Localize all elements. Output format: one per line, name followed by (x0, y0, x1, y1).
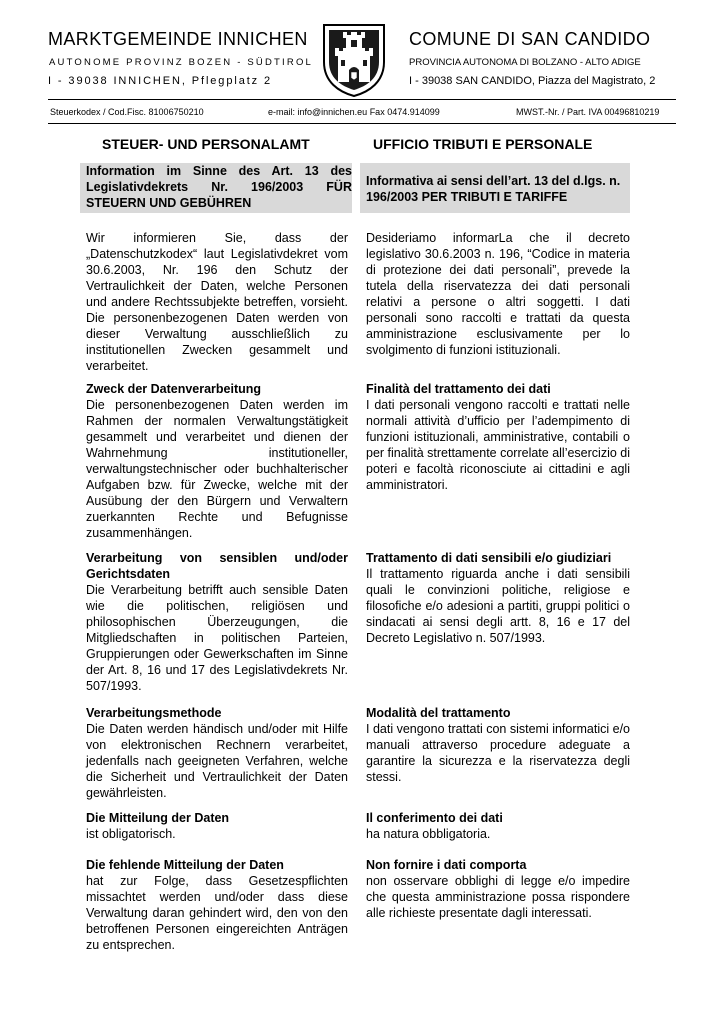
method-text-it: I dati vengono trattati con sistemi informatici e/o manuali attraverso procedure adeguate a garantire la sicurezza e la riservatezza degli stessi. (366, 722, 631, 784)
province-subtitle-de: AUTONOME PROVINZ BOZEN - SÜDTIROL (49, 57, 314, 68)
method-de (86, 705, 348, 801)
purpose-title-it: Finalità del trattamento dei dati (366, 382, 551, 396)
municipality-title-de: MARKTGEMEINDE INNICHEN (48, 29, 308, 49)
disclosure-title-de: Die Mitteilung der Daten (86, 811, 230, 825)
municipality-title-it: COMUNE DI SAN CANDIDO (409, 29, 651, 49)
intro-it (366, 230, 630, 358)
missing-text-it: non osservare obblighi di legge e/o impedire che questa amministrazione possa rispondere alle richieste presentate dagli interessati. (366, 874, 630, 920)
department-title-de: STEUER- UND PERSONALAMT (102, 136, 310, 152)
address-it: I - 39038 SAN CANDIDO, Piazza del Magistrato, 2 (409, 75, 656, 87)
province-subtitle-it: PROVINCIA AUTONOMA DI BOLZANO - ALTO ADIGE (409, 57, 641, 68)
missing-text-de: hat zur Folge, dass Gesetzespflichten missachtet werden und/oder dass diese Verwaltung daran gehindert wird, den von den betroffenen Personen eingereichten Anträgen zu entsprechen. (86, 874, 348, 952)
sensitive-de (86, 550, 348, 694)
missing-it (366, 857, 630, 921)
purpose-de (86, 381, 348, 541)
department-title-it: UFFICIO TRIBUTI E PERSONALE (373, 136, 593, 152)
sensitive-title-it: Trattamento di dati sensibili e/o giudiziari (366, 551, 612, 565)
method-title-de: Verarbeitungsmethode (86, 706, 222, 720)
missing-de (86, 857, 348, 953)
disclosure-de (86, 810, 348, 842)
disclosure-it (366, 810, 630, 842)
missing-title-it: Non fornire i dati comporta (366, 858, 527, 872)
purpose-it (366, 381, 630, 493)
notice-box-de (80, 163, 352, 213)
header-divider-top (48, 99, 676, 100)
tax-code: Steuerkodex / Cod.Fisc. 81006750210 (50, 107, 204, 117)
notice-text-de: Information im Sinne des Art. 13 des Legislativdekrets Nr. 196/2003 FÜR STEUERN UND GEBÜHREN (86, 164, 352, 210)
intro-text-it: Desideriamo informarLa che il decreto legislativo 30.6.2003 n. 196, “Codice in materia di protezione dei dati personali”, prevede la tutela della riservatezza dei dati personali relativi a persone o altri soggetti. I dati personali sono raccolti e trattati da questa amministrazione esclusivamente per lo svolgimento di funzioni istituzionali. (366, 231, 630, 357)
address-de: I - 39038 INNICHEN, Pflegplatz 2 (48, 75, 273, 87)
intro-de (86, 230, 348, 374)
sensitive-text-it: Il trattamento riguarda anche i dati sensibili quali le convinzioni politiche, religiose e filosofiche e/o adesioni a partiti, gruppi politici o sindacati ai sensi degli artt. 8, 16 e 17 del Decreto Legislativo n. 507/1993. (366, 567, 630, 645)
notice-box-it (360, 163, 630, 213)
intro-text-de: Wir informieren Sie, dass der „Datenschutzkodex“ laut Legislativdekret vom 30.6.2003, Nr. 196 den Schutz der Vertraulichkeit der Daten, welche Personen und andere Rechtssubjekte betreffen, vorsieht. Die personenbezogenen Daten werden von dieser Verwaltung ausschließlich zu institutionellen Zwecken gesammelt und verarbeitet. (86, 231, 348, 373)
notice-text-it: Informativa ai sensi dell’art. 13 del d.lgs. n. 196/2003 PER TRIBUTI E TARIFFE (366, 174, 621, 204)
header-divider-bottom (48, 123, 676, 124)
method-text-de: Die Daten werden händisch und/oder mit Hilfe von elektronischen Rechnern verarbeitet, jedenfalls nach geeigneten Verfahren, welche die Sicherheit und Vertraulichkeit der Daten gewährleisten. (86, 722, 348, 800)
disclosure-text-it: ha natura obbligatoria. (366, 827, 491, 841)
disclosure-text-de: ist obligatorisch. (86, 827, 176, 841)
sensitive-it (366, 550, 630, 646)
method-title-it: Modalità del trattamento (366, 706, 511, 720)
method-it (366, 705, 630, 785)
sensitive-title-de: Verarbeitung von sensiblen und/oder Gerichtsdaten (86, 551, 348, 581)
sensitive-text-de: Die Verarbeitung betrifft auch sensible Daten wie die politischen, religiösen und philosophischen Überzeugungen, die Mitgliedschaften in politischen Parteien, Gruppierungen oder Gewerkschaften im Sinne der Art. 8, 16 und 17 des Legislativdekrets Nr. 507/1993. (86, 583, 348, 693)
purpose-text-de: Die personenbezogenen Daten werden im Rahmen der normalen Verwaltungstätigkeit gesammelt und verarbeitet und dienen der Wahrnehmung institutioneller, verwaltungstechnischer oder buchhalterischer Aufgaben bzw. für Zwecke, welche mit der Ausübung der den Bürgern und Verwaltern zuerkannten Rechte und Befugnisse zusammenhängen. (86, 398, 348, 540)
vat-number: MWST.-Nr. / Part. IVA 00496810219 (516, 107, 660, 117)
missing-title-de: Die fehlende Mitteilung der Daten (86, 858, 284, 872)
purpose-text-it: I dati personali vengono raccolti e trattati nelle normali attività d’ufficio per l’adempimento di funzioni istituzionali, amministrative, contabili o per finalità strettamente correlate all’esercizio di poteri e facoltà riconosciute ai cittadini e agli amministratori. (366, 398, 631, 492)
disclosure-title-it: Il conferimento dei dati (366, 811, 503, 825)
castle-coat-of-arms-icon (321, 22, 387, 98)
purpose-title-de: Zweck der Datenverarbeitung (86, 382, 262, 396)
contact-info: e-mail: info@innichen.eu Fax 0474.914099 (268, 107, 440, 117)
